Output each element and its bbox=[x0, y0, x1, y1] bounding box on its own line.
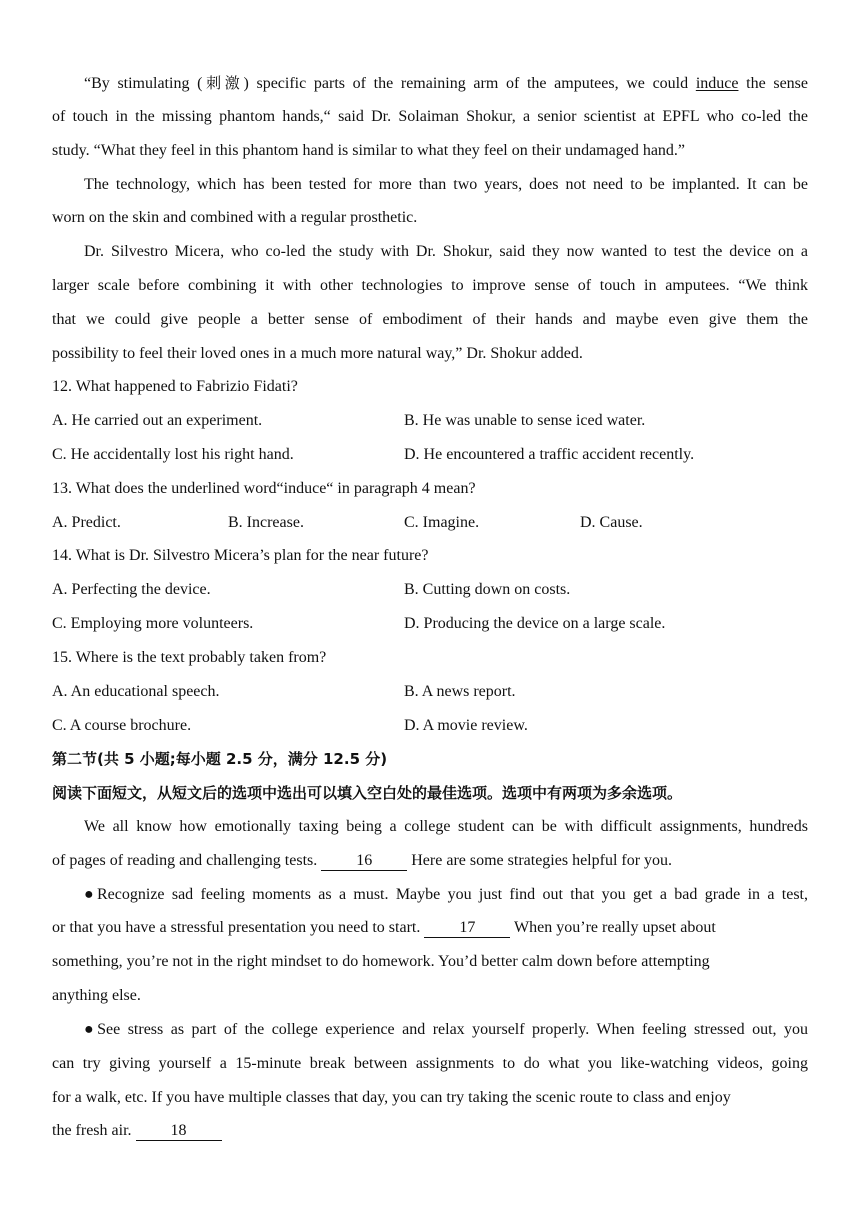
passage-line: ●See stress as part of the college experience and relax yourself properly. When feeling stressed out, you bbox=[84, 1021, 808, 1038]
blank-18: 18 bbox=[136, 1122, 222, 1141]
passage-line: study. “What they feel in this phantom hand is similar to what they feel on their undamaged hand.” bbox=[52, 142, 686, 159]
passage-line: the fresh air. 18 bbox=[52, 1121, 222, 1141]
passage-line: that we could give people a better sense of embodiment of their hands and maybe even give them the bbox=[52, 311, 808, 328]
option-c: C. Employing more volunteers. bbox=[52, 615, 254, 632]
question-stem: 13. What does the underlined word“induce“ in paragraph 4 mean? bbox=[52, 480, 476, 497]
passage-line: something, you’re not in the right mindset to do homework. You’d better calm down before attempting bbox=[52, 953, 710, 970]
section-instruction: 阅读下面短文，从短文后的选项中选出可以填入空白处的最佳选项。选项中有两项为多余选项。 bbox=[52, 784, 683, 802]
passage-line: We all know how emotionally taxing being a college student can be with difficult assignments, hundreds bbox=[84, 818, 808, 835]
option-d: D. Producing the device on a large scale. bbox=[404, 615, 666, 632]
option-b: B. Increase. bbox=[228, 514, 304, 531]
underlined-word-induce: induce bbox=[695, 75, 739, 92]
option-d: D. Cause. bbox=[580, 514, 643, 531]
option-a: A. He carried out an experiment. bbox=[52, 412, 263, 429]
option-a: A. Perfecting the device. bbox=[52, 581, 211, 598]
option-c: C. He accidentally lost his right hand. bbox=[52, 446, 294, 463]
option-a: A. An educational speech. bbox=[52, 683, 220, 700]
option-b: B. Cutting down on costs. bbox=[404, 581, 571, 598]
option-d: D. He encountered a traffic accident recently. bbox=[404, 446, 695, 463]
passage-line: of touch in the missing phantom hands,“ said Dr. Solaiman Shokur, a senior scientist at EPFL who co-led the bbox=[52, 108, 808, 125]
question-stem: 14. What is Dr. Silvestro Micera’s plan for the near future? bbox=[52, 547, 429, 564]
blank-17: 17 bbox=[424, 919, 510, 938]
passage-line: or that you have a stressful presentation you need to start. 17 When you’re really upset about bbox=[52, 919, 716, 936]
option-d: D. A movie review. bbox=[404, 717, 528, 734]
question-stem: 12. What happened to Fabrizio Fidati? bbox=[52, 378, 298, 395]
passage-line: The technology, which has been tested for more than two years, does not need to be implanted. It can be bbox=[84, 176, 808, 193]
passage-line: anything else. bbox=[52, 987, 141, 1004]
passage-line: can try giving yourself a 15-minute break between assignments to do what you like-watching videos, going bbox=[52, 1055, 808, 1072]
passage-line: possibility to feel their loved ones in a much more natural way,” Dr. Shokur added. bbox=[52, 345, 583, 362]
passage-line: “By stimulating (刺激) specific parts of the remaining arm of the amputees, we could induce the sense bbox=[84, 74, 809, 92]
option-c: C. Imagine. bbox=[404, 514, 480, 531]
passage-line: of pages of reading and challenging tests. 16 Here are some strategies helpful for you. bbox=[52, 852, 673, 869]
option-b: B. A news report. bbox=[404, 683, 516, 700]
option-b: B. He was unable to sense iced water. bbox=[404, 412, 646, 429]
passage-line: ●Recognize sad feeling moments as a must. Maybe you just find out that you get a bad grade in a test, bbox=[84, 886, 808, 903]
blank-16: 16 bbox=[321, 852, 407, 871]
passage-line: for a walk, etc. If you have multiple classes that day, you can try taking the scenic route to class and enjoy bbox=[52, 1089, 731, 1106]
passage-line: larger scale before combining it with other technologies to improve sense of touch in amputees. “We think bbox=[52, 277, 808, 294]
option-c: C. A course brochure. bbox=[52, 717, 192, 734]
question-stem: 15. Where is the text probably taken from? bbox=[52, 649, 327, 666]
section-heading: 第二节(共 5 小题;每小题 2.5 分，满分 12.5 分) bbox=[52, 750, 388, 768]
passage-line: Dr. Silvestro Micera, who co-led the study with Dr. Shokur, said they now wanted to test the device on a bbox=[84, 243, 808, 260]
option-a: A. Predict. bbox=[52, 514, 121, 531]
passage-line: worn on the skin and combined with a regular prosthetic. bbox=[52, 209, 418, 226]
